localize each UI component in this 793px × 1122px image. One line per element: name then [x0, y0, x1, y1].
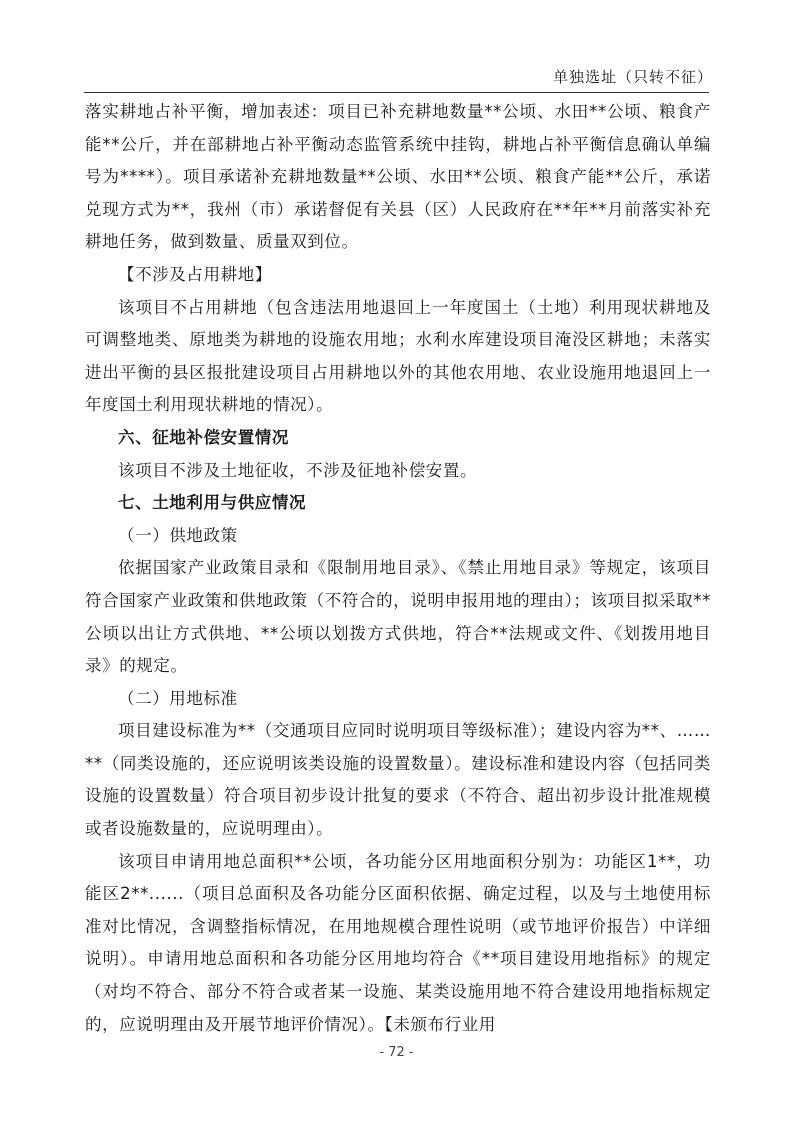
header-divider: [84, 92, 709, 93]
paragraph-construction-standard: 项目建设标准为**（交通项目应同时说明项目等级标准）；建设内容为**、……**（同类设施的，还应说明该类设施的设置数量）。建设标准和建设内容（包括同类设施的设置数量）符合项目初步设计批复的要求（不符合、超出初步设计批准规模或者设施数量的，应说明理由）。: [85, 721, 711, 839]
subsection-heading-land-standard: （二）用地标准: [118, 688, 238, 708]
paragraph-no-farmland: 该项目不占用耕地（包含违法用地退回上一年度国土（土地）利用现状耕地及可调整地类、原地类为耕地的设施农用地；水利水库建设项目淹没区耕地；未落实进出平衡的县区报批建设项目占用耕地以外的其他农用地、农业设施用地退回上一年度国土利用现状耕地的情况）。: [85, 297, 711, 415]
subsection-heading-supply-policy: （一）供地政策: [118, 525, 238, 545]
paragraph-land-area: 该项目申请用地总面积**公顷，各功能分区用地面积分别为：功能区1**，功能区2**......（项目总面积及各功能分区面积依据、确定过程，以及与土地使用标准对比情况，含调整指标情况，在用地规模合理性说明（或节地评价报告）中详细说明）。申请用地总面积和各功能分区用地均符合《**项目建设用地指标》的规定（对均不符合、部分不符合或者某一设施、某类设施用地不符合建设用地指标规定的，应说明理由及开展节地评价情况）。【未颁布行业用: [85, 851, 711, 1034]
paragraph-supply-policy: 依据国家产业政策目录和《限制用地目录》、《禁止用地目录》等规定，该项目符合国家产业政策和供地政策（不符合的，说明申报用地的理由）；该项目拟采取**公顷以出让方式供地、**公顷以划拨方式供地，符合**法规或文件、《划拨用地目录》的规定。: [85, 558, 711, 676]
section-heading-7: 七、土地利用与供应情况: [118, 493, 307, 513]
bracket-heading-no-farmland: 【不涉及占用耕地】: [118, 264, 272, 284]
document-header-label: 单独选址（只转不征）: [552, 68, 713, 86]
paragraph-compensation: 该项目不涉及土地征收，不涉及征地补偿安置。: [118, 460, 478, 480]
paragraph-farmland-balance: 落实耕地占补平衡，增加表述：项目已补充耕地数量**公顷、水田**公顷、粮食产能**公斤，并在部耕地占补平衡动态监管系统中挂钩，耕地占补平衡信息确认单编号为****）。项目承诺补充耕地数量**公顷、水田**公顷、粮食产能**公斤，承诺兑现方式为**，我州（市）承诺督促有关县（区）人民政府在**年**月前落实补充耕地任务，做到数量、质量双到位。: [85, 102, 711, 252]
document-body: [85, 96, 711, 1041]
page-number: - 72 -: [379, 1045, 414, 1060]
section-heading-6: 六、征地补偿安置情况: [118, 427, 289, 447]
